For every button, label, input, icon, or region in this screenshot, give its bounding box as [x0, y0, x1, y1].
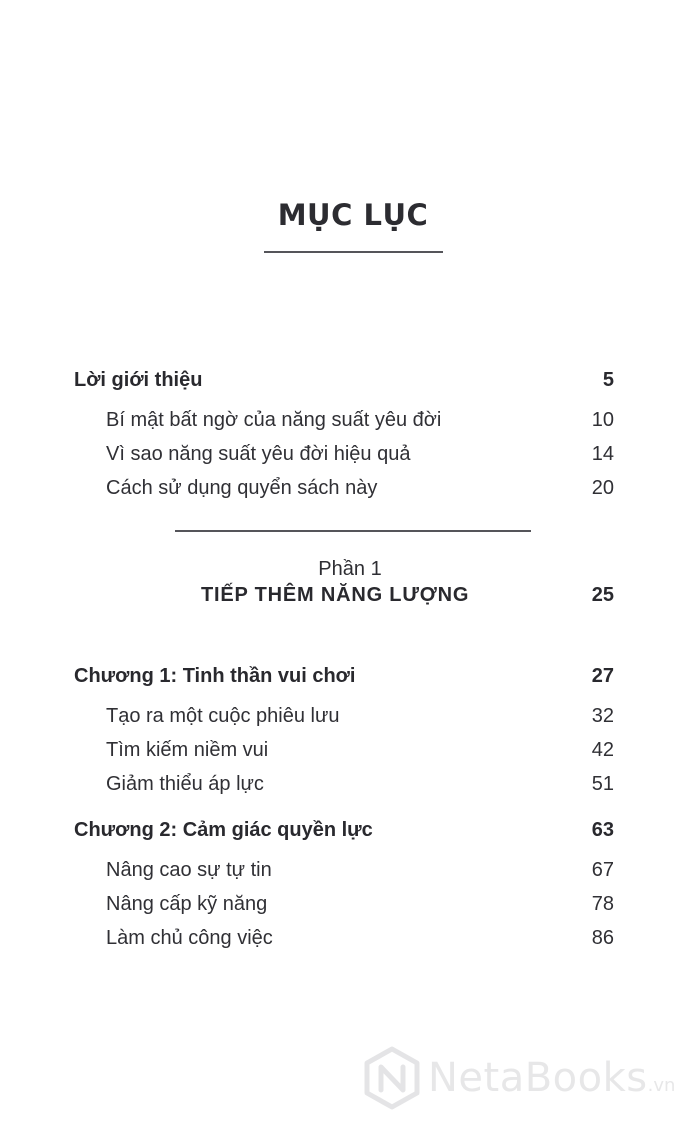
toc-entry-chapter-2[interactable]: [74, 815, 614, 845]
toc-entry-intro[interactable]: [74, 365, 614, 395]
toc-subentry[interactable]: [74, 855, 614, 885]
toc-subentry[interactable]: [74, 769, 614, 799]
netabooks-logo-icon: [362, 1046, 422, 1110]
toc-subentry[interactable]: [74, 701, 614, 731]
toc-subentry-page: 10: [591, 409, 614, 431]
part-title[interactable]: TIẾP THÊM NĂNG LƯỢNG: [201, 584, 470, 606]
page-title: MỤC LỤC: [277, 198, 429, 232]
toc-subentry-label: Tìm kiếm niềm vui: [106, 739, 269, 761]
toc-subentry-label: Làm chủ công việc: [106, 927, 273, 949]
toc-entry-label: Lời giới thiệu: [74, 369, 203, 391]
toc-subentry-label: Nâng cấp kỹ năng: [106, 893, 268, 915]
toc-subentry-page: 42: [591, 739, 614, 761]
toc-subentry-page: 78: [591, 893, 614, 915]
toc-entry-page: 5: [602, 369, 614, 391]
toc-subentry-label: Nâng cao sự tự tin: [106, 859, 272, 881]
toc-subentry[interactable]: [74, 473, 614, 503]
toc-subentry-label: Bí mật bất ngờ của năng suất yêu đời: [106, 409, 442, 431]
toc-subentry-page: 67: [591, 859, 614, 881]
toc-subentry-label: Tạo ra một cuộc phiêu lưu: [106, 705, 340, 727]
watermark-brand-name: NetaBooks: [428, 1055, 648, 1101]
toc-subentry-page: 20: [591, 477, 614, 499]
toc-entry-label: Chương 2: Cảm giác quyền lực: [74, 819, 373, 841]
toc-subentry[interactable]: [74, 405, 614, 435]
toc-entry-chapter-1[interactable]: [74, 661, 614, 691]
watermark-brand: [428, 1056, 675, 1108]
toc-subentry-label: Giảm thiểu áp lực: [106, 773, 264, 795]
toc-subentry-page: 51: [591, 773, 614, 795]
toc-subentry[interactable]: [74, 439, 614, 469]
toc-subentry-page: 14: [591, 443, 614, 465]
toc-subentry-label: Vì sao năng suất yêu đời hiệu quả: [106, 443, 411, 465]
part-page: 25: [591, 584, 614, 606]
toc-subentry[interactable]: [74, 735, 614, 765]
watermark: [362, 1046, 692, 1110]
toc-entry-page: 63: [591, 819, 614, 841]
part-label: Phần 1: [318, 558, 382, 580]
toc-subentry-page: 32: [591, 705, 614, 727]
title-underline: [264, 251, 443, 253]
toc-entry-page: 27: [591, 665, 614, 687]
toc-entry-label: Chương 1: Tinh thần vui chơi: [74, 665, 356, 687]
toc-subentry[interactable]: [74, 923, 614, 953]
toc-subentry-page: 86: [591, 927, 614, 949]
toc-subentry-label: Cách sử dụng quyển sách này: [106, 477, 378, 499]
section-divider: [175, 530, 531, 532]
watermark-tld: .vn: [647, 1075, 676, 1096]
toc-subentry[interactable]: [74, 889, 614, 919]
